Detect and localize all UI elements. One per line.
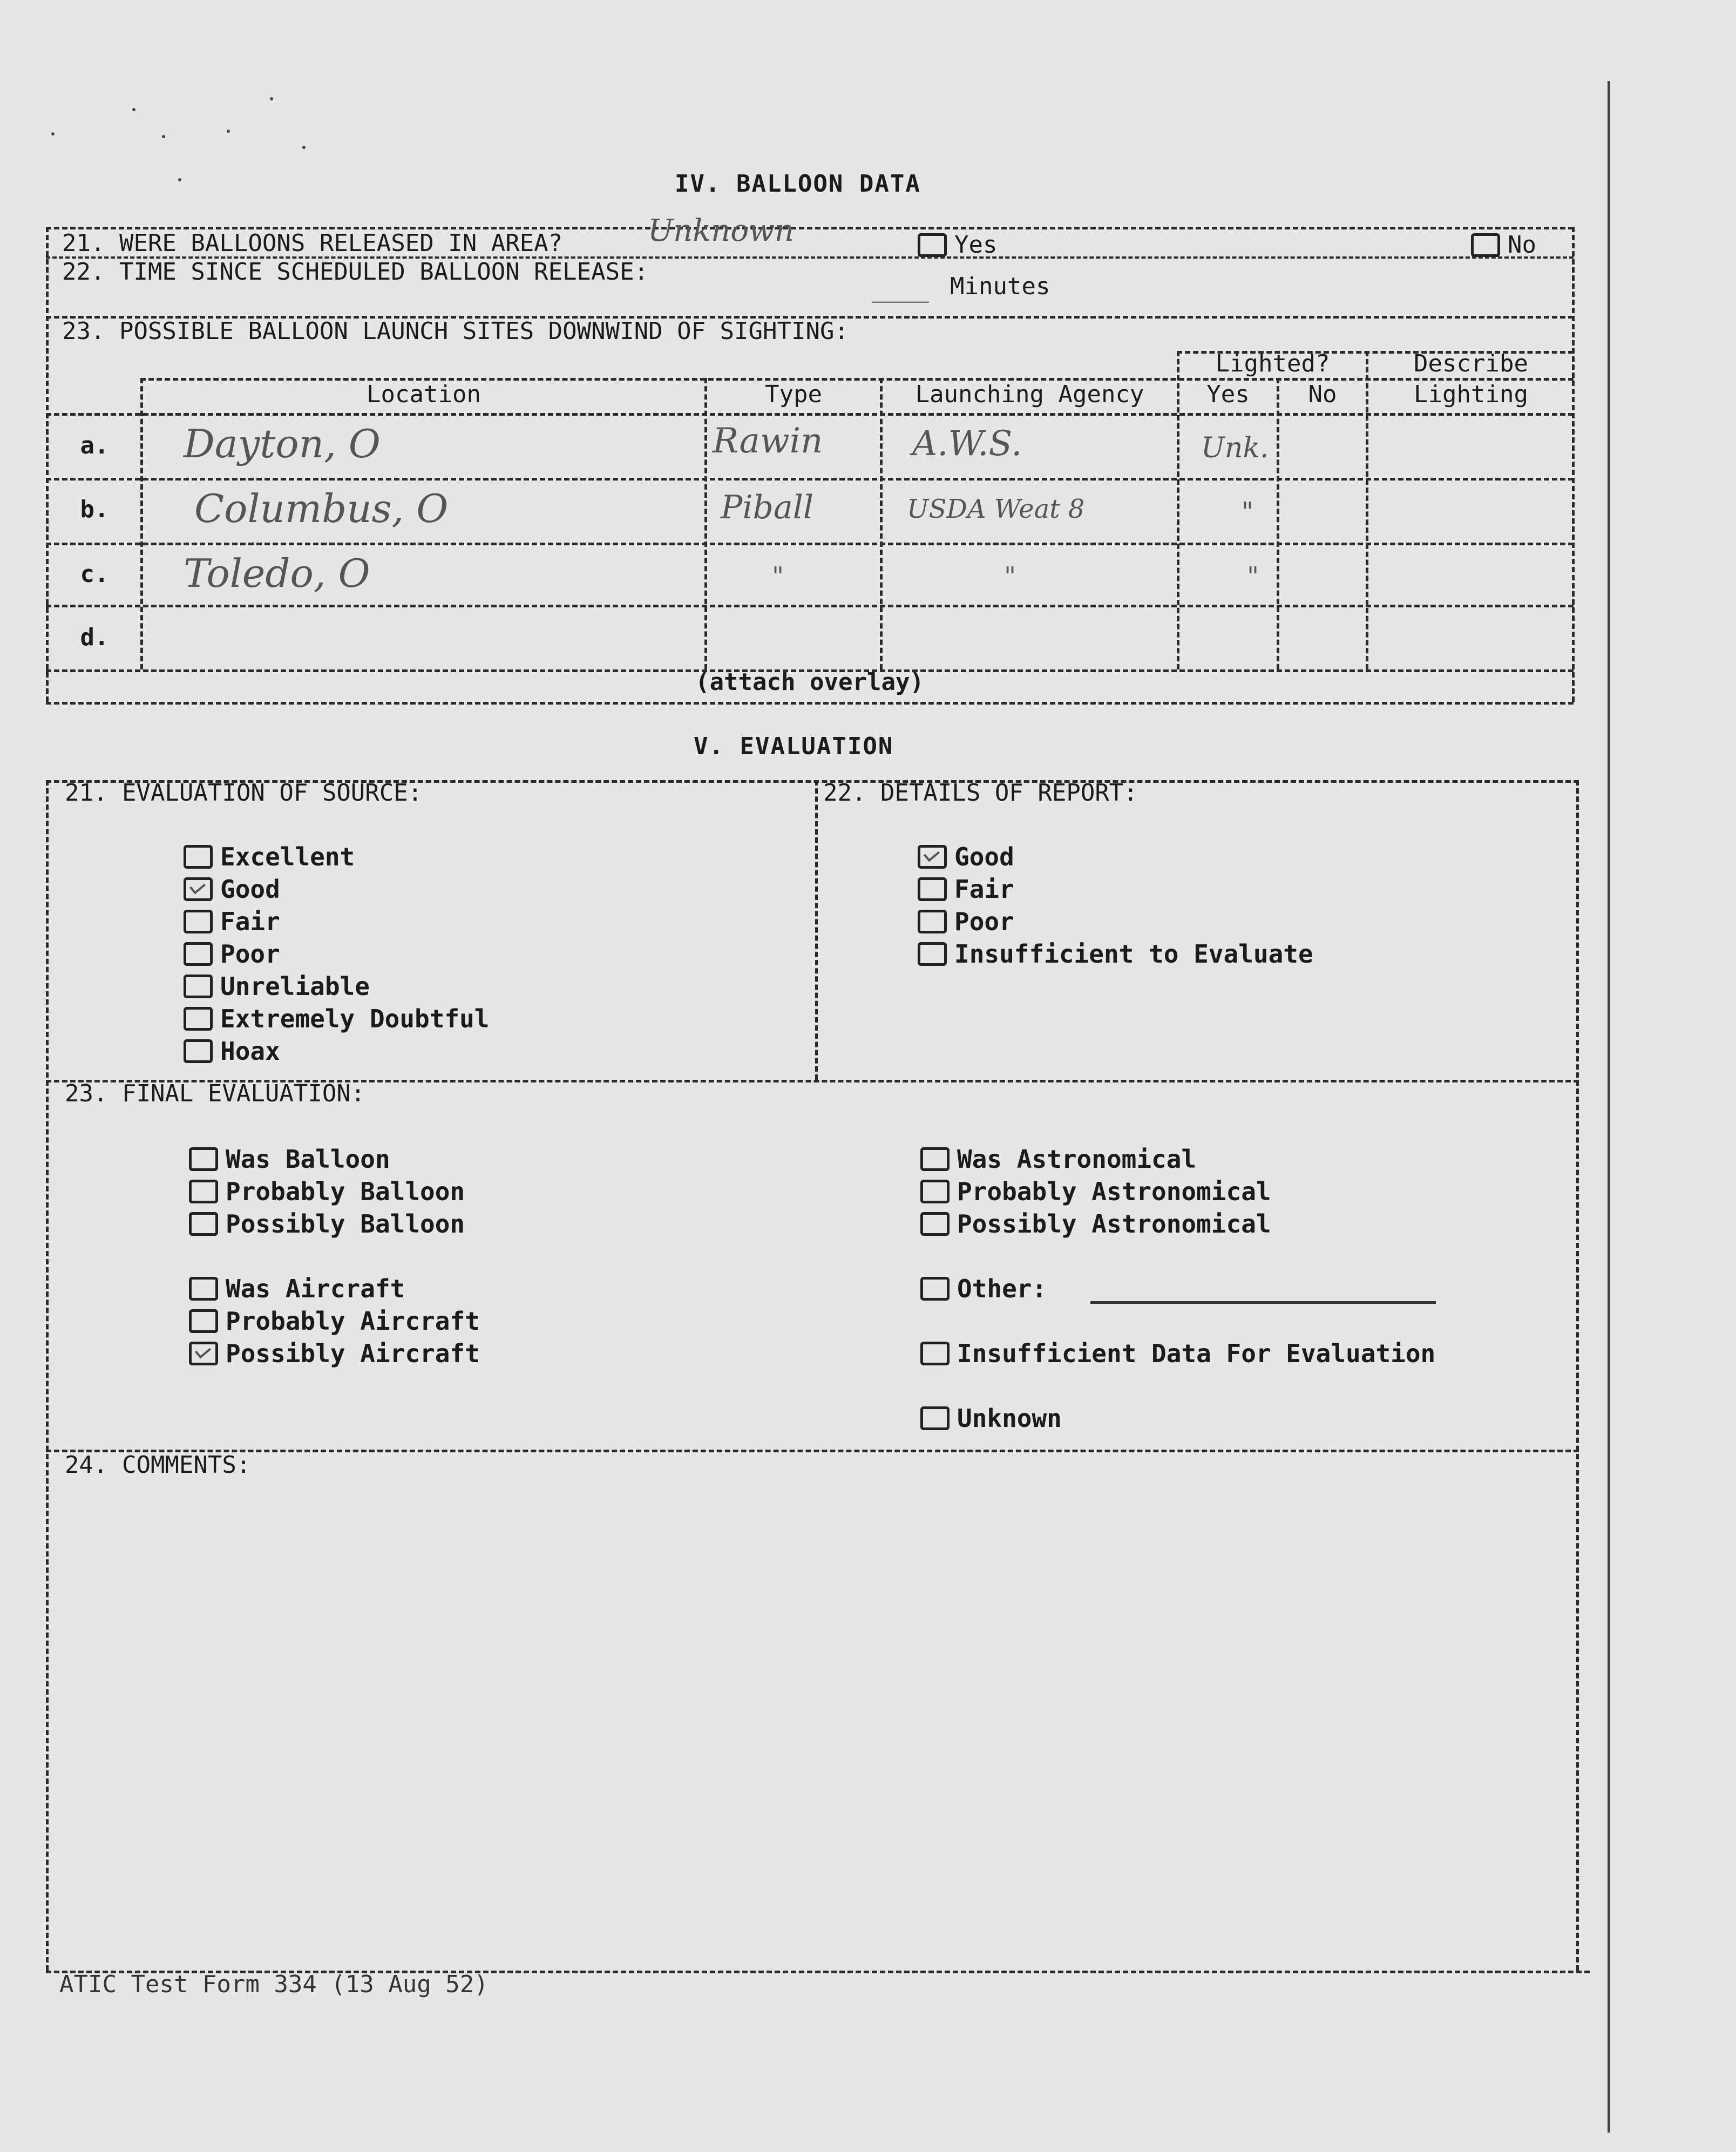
final-possibly-astronomical-checkbox[interactable] <box>920 1212 950 1236</box>
final-was-astronomical-checkbox[interactable] <box>920 1147 950 1171</box>
scan-speck <box>162 135 165 138</box>
row-lighted-yes: " <box>1242 497 1254 527</box>
scan-speck <box>270 97 273 100</box>
source-excellent-checkbox[interactable] <box>184 845 213 869</box>
final-option-label: Probably Balloon <box>226 1177 465 1206</box>
source-poor-checkbox[interactable] <box>184 942 213 966</box>
attach-overlay-note: (attach overlay) <box>695 668 924 696</box>
final-option-label: Was Astronomical <box>957 1145 1197 1174</box>
row-letter: d. <box>80 624 109 651</box>
source-extremely-doubtful-checkbox[interactable] <box>184 1007 213 1031</box>
q21-no-label: No <box>1508 231 1536 259</box>
comments-area[interactable] <box>59 1490 1565 1960</box>
details-insufficient-checkbox[interactable] <box>918 942 947 966</box>
final-option-label: Was Aircraft <box>226 1274 405 1303</box>
source-option-label: Unreliable <box>220 972 370 1001</box>
row-agency: A.W.S. <box>912 424 1022 464</box>
final-option-label: Possibly Aircraft <box>226 1339 480 1368</box>
q21-yes-label: Yes <box>954 231 998 259</box>
col-lighting-header: Lighting <box>1414 381 1528 408</box>
final-other-checkbox[interactable] <box>920 1277 950 1301</box>
source-option-label: Poor <box>220 939 280 969</box>
final-probably-aircraft-checkbox[interactable] <box>189 1309 218 1333</box>
details-option-label: Good <box>954 842 1014 871</box>
details-option-label: Poor <box>954 907 1014 936</box>
final-option-label: Probably Astronomical <box>957 1177 1271 1206</box>
q21-label: 21. WERE BALLOONS RELEASED IN AREA? <box>62 229 563 257</box>
final-option-label: Was Balloon <box>226 1145 390 1174</box>
source-unreliable-checkbox[interactable] <box>184 975 213 998</box>
final-option-label: Possibly Balloon <box>226 1209 465 1239</box>
row-location: Toledo, O <box>184 551 370 596</box>
final-other-input-line[interactable] <box>1090 1301 1436 1304</box>
final-unknown-label: Unknown <box>957 1404 1062 1433</box>
final-option-label: Probably Aircraft <box>226 1307 480 1336</box>
balloon-section-title: IV. BALLOON DATA <box>675 170 921 198</box>
source-fair-checkbox[interactable] <box>184 910 213 933</box>
final-probably-balloon-checkbox[interactable] <box>189 1180 218 1203</box>
q22-unit: Minutes <box>950 273 1050 300</box>
final-eval-label: 23. FINAL EVALUATION: <box>65 1080 365 1107</box>
final-other-label: Other: <box>957 1274 1047 1303</box>
final-possibly-balloon-checkbox[interactable] <box>189 1212 218 1236</box>
final-unknown-checkbox[interactable] <box>920 1406 950 1430</box>
scan-speck <box>51 132 55 136</box>
details-option-label: Fair <box>954 875 1014 904</box>
final-probably-astronomical-checkbox[interactable] <box>920 1180 950 1203</box>
col-no-header: No <box>1308 381 1337 408</box>
col-lighted-header: Lighted? <box>1215 350 1330 377</box>
source-option-label: Fair <box>220 907 280 936</box>
source-hoax-checkbox[interactable] <box>184 1039 213 1063</box>
comments-label: 24. COMMENTS: <box>65 1451 251 1479</box>
row-type: " <box>772 561 784 592</box>
col-type-header: Type <box>765 381 822 408</box>
q21-no-checkbox[interactable] <box>1471 233 1500 257</box>
row-letter: a. <box>80 432 109 459</box>
row-location: Dayton, O <box>184 421 381 466</box>
row-agency: USDA Weat 8 <box>907 494 1085 524</box>
row-type: Rawin <box>713 421 823 461</box>
q23-label: 23. POSSIBLE BALLOON LAUNCH SITES DOWNWIND OF SIGHTING: <box>62 317 849 345</box>
details-fair-checkbox[interactable] <box>918 877 947 901</box>
q21-yes-checkbox[interactable] <box>918 233 947 257</box>
final-was-aircraft-checkbox[interactable] <box>189 1277 218 1301</box>
col-describe-header: Describe <box>1414 350 1528 377</box>
row-type: Piball <box>721 489 814 526</box>
source-option-label: Good <box>220 875 280 904</box>
form-id: ATIC Test Form 334 (13 Aug 52) <box>59 1971 489 1998</box>
q21-handwritten: Unknown <box>648 213 794 248</box>
row-lighted-yes: Unk. <box>1201 432 1269 464</box>
source-good-checkbox[interactable] <box>184 877 213 901</box>
final-option-label: Possibly Astronomical <box>957 1209 1271 1239</box>
col-agency-header: Launching Agency <box>915 381 1144 408</box>
final-possibly-aircraft-checkbox[interactable] <box>189 1342 218 1365</box>
row-agency: " <box>1004 561 1016 592</box>
row-letter: c. <box>80 560 109 588</box>
final-insufficient-label: Insufficient Data For Evaluation <box>957 1339 1436 1368</box>
row-letter: b. <box>80 496 109 523</box>
source-eval-label: 21. EVALUATION OF SOURCE: <box>65 779 423 807</box>
page-edge <box>1608 81 1610 2133</box>
scan-speck <box>227 130 230 133</box>
col-location-header: Location <box>367 381 481 408</box>
details-option-label: Insufficient to Evaluate <box>954 939 1313 969</box>
row-lighted-yes: " <box>1247 561 1259 592</box>
scan-speck <box>132 108 135 111</box>
source-option-label: Extremely Doubtful <box>220 1004 490 1033</box>
row-location: Columbus, O <box>194 486 449 531</box>
source-option-label: Excellent <box>220 842 355 871</box>
scan-speck <box>302 146 306 149</box>
source-option-label: Hoax <box>220 1037 280 1066</box>
final-insufficient-checkbox[interactable] <box>920 1342 950 1365</box>
final-was-balloon-checkbox[interactable] <box>189 1147 218 1171</box>
scan-speck <box>178 178 181 181</box>
details-good-checkbox[interactable] <box>918 845 947 869</box>
q22-blank: ____ <box>872 275 929 303</box>
col-yes-header: Yes <box>1206 381 1250 408</box>
q22-label: 22. TIME SINCE SCHEDULED BALLOON RELEASE: <box>62 258 649 286</box>
details-report-label: 22. DETAILS OF REPORT: <box>823 779 1138 807</box>
evaluation-section-title: V. EVALUATION <box>694 733 894 760</box>
details-poor-checkbox[interactable] <box>918 910 947 933</box>
